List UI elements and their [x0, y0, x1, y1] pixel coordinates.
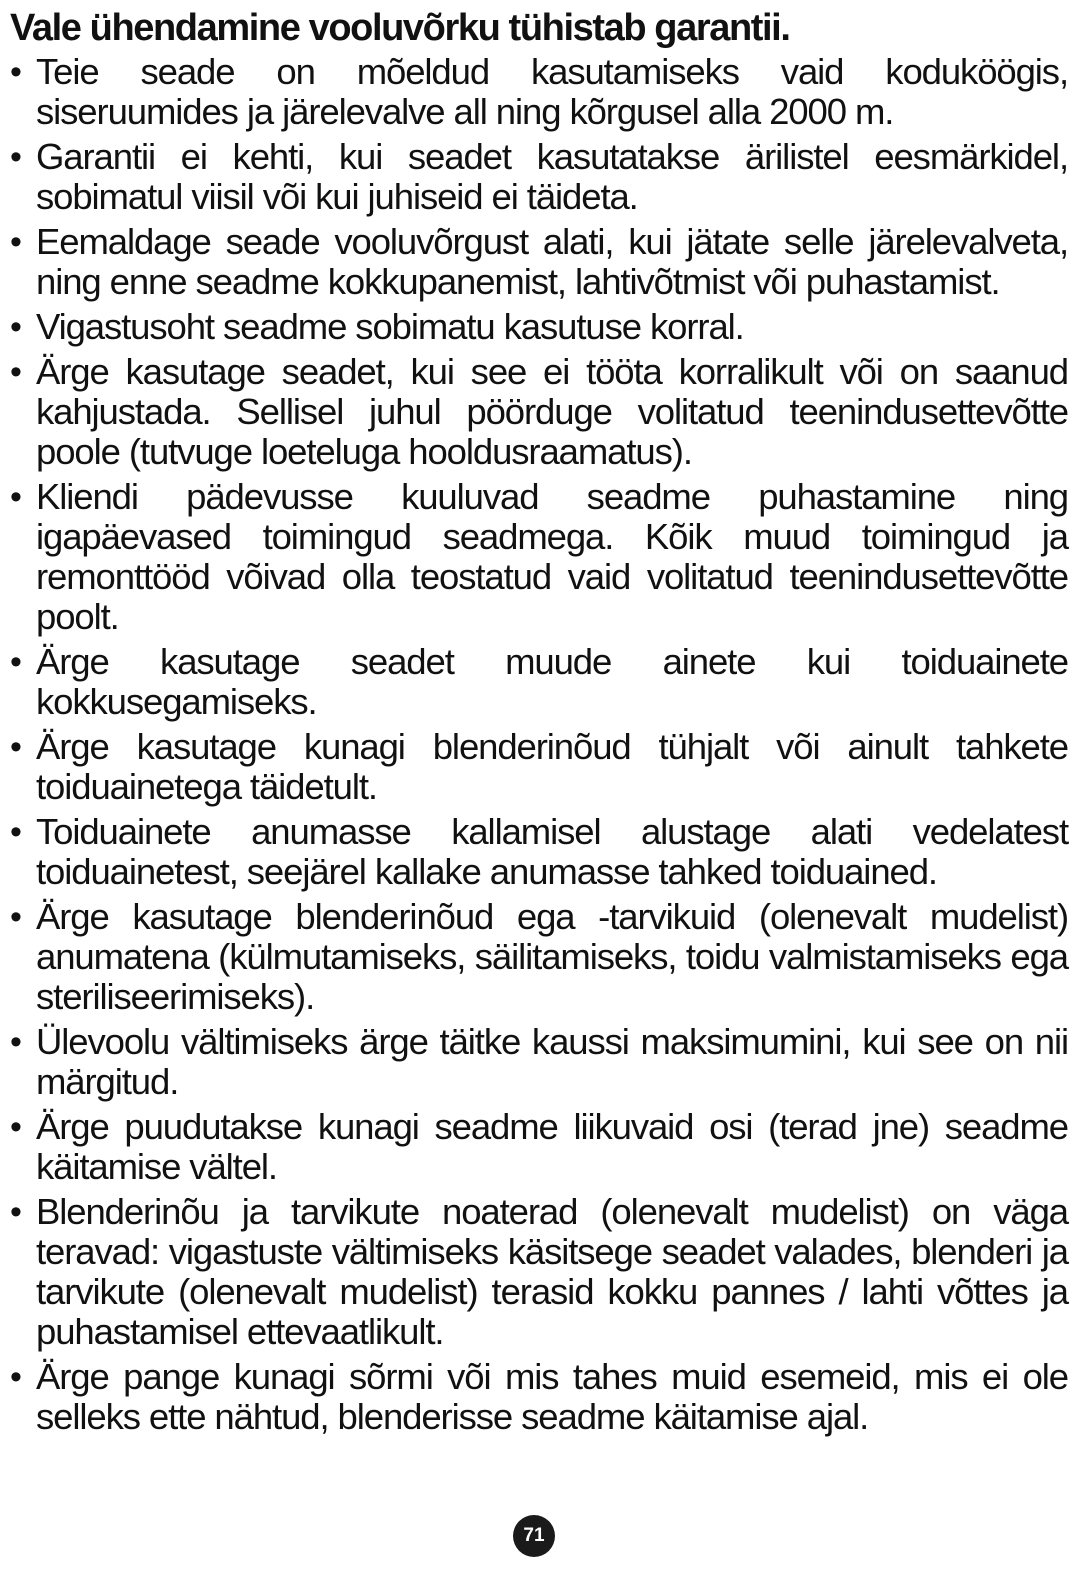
- document-page: [10, 8, 1068, 1442]
- safety-item: [10, 1192, 1068, 1352]
- safety-item-text: Ärge kasutage seadet, kui see ei tööta korralikult või on saanud kahjustada. Sellisel juhul pöörduge volitatud teenindusettevõtte poole (tutvuge loeteluga hooldusraamatus).: [36, 351, 1068, 472]
- safety-instructions-list: [10, 52, 1068, 1437]
- safety-item: [10, 642, 1068, 722]
- bullet-icon: •: [10, 478, 21, 516]
- bullet-icon: •: [10, 223, 21, 261]
- safety-item-text: Kliendi pädevusse kuuluvad seadme puhastamine ning igapäevased toimingud seadmega. Kõik muud toimingud ja remonttööd võivad olla teostatud vaid volitatud teenindusettevõtte poolt.: [36, 476, 1068, 637]
- safety-item: [10, 352, 1068, 472]
- safety-item: [10, 1107, 1068, 1187]
- bullet-icon: •: [10, 1193, 21, 1231]
- safety-item: [10, 812, 1068, 892]
- safety-item-text: Vigastusoht seadme sobimatu kasutuse korral.: [36, 306, 744, 347]
- safety-item-text: Ärge kasutage blenderinõud ega -tarvikuid (olenevalt mudelist) anumatena (külmutamiseks, säilitamiseks, toidu valmistamiseks ega steriliseerimiseks).: [36, 896, 1068, 1017]
- safety-item: [10, 897, 1068, 1017]
- safety-item-text: Teie seade on mõeldud kasutamiseks vaid koduköögis, siseruumides ja järelevalve all ning kõrgusel alla 2000 m.: [36, 51, 1068, 132]
- safety-item: [10, 727, 1068, 807]
- safety-item: [10, 52, 1068, 132]
- safety-item-text: Ülevoolu vältimiseks ärge täitke kaussi maksimumini, kui see on nii märgitud.: [36, 1021, 1068, 1102]
- safety-item: [10, 477, 1068, 637]
- warranty-heading: Vale ühendamine vooluvõrku tühistab garantii.: [10, 7, 790, 49]
- safety-item-text: Garantii ei kehti, kui seadet kasutatakse ärilistel eesmärkidel, sobimatul viisil või kui juhiseid ei täideta.: [36, 136, 1068, 217]
- bullet-icon: •: [10, 353, 21, 391]
- safety-item: [10, 137, 1068, 217]
- safety-item-text: Blenderinõu ja tarvikute noaterad (olenevalt mudelist) on väga teravad: vigastuste vältimiseks käsitsege seadet valades, blenderi ja tarvikute (olenevalt mudelist) terasid kokku pannes / lahti võttes ja puhastamisel ettevaatlikult.: [36, 1191, 1068, 1352]
- safety-item-text: Ärge kasutage kunagi blenderinõud tühjalt või ainult tahkete toiduainetega täidetult.: [36, 726, 1068, 807]
- bullet-icon: •: [10, 728, 21, 766]
- bullet-icon: •: [10, 898, 21, 936]
- bullet-icon: •: [10, 1108, 21, 1146]
- safety-item-text: Ärge puudutakse kunagi seadme liikuvaid osi (terad jne) seadme käitamise vältel.: [36, 1106, 1068, 1187]
- safety-item-text: Ärge kasutage seadet muude ainete kui toiduainete kokkusegamiseks.: [36, 641, 1068, 722]
- bullet-icon: •: [10, 813, 21, 851]
- bullet-icon: •: [10, 643, 21, 681]
- page-number-badge: 71: [513, 1515, 555, 1557]
- safety-item-text: Ärge pange kunagi sõrmi või mis tahes muid esemeid, mis ei ole selleks ette nähtud, blenderisse seadme käitamise ajal.: [36, 1356, 1068, 1437]
- bullet-icon: •: [10, 138, 21, 176]
- safety-item: [10, 222, 1068, 302]
- safety-item: [10, 307, 1068, 347]
- safety-item-text: Eemaldage seade vooluvõrgust alati, kui jätate selle järelevalveta, ning enne seadme kokkupanemist, lahtivõtmist või puhastamist.: [36, 221, 1068, 302]
- safety-item: [10, 1357, 1068, 1437]
- safety-item: [10, 1022, 1068, 1102]
- bullet-icon: •: [10, 53, 21, 91]
- bullet-icon: •: [10, 1023, 21, 1061]
- safety-item-text: Toiduainete anumasse kallamisel alustage alati vedelatest toiduainetest, seejärel kallake anumasse tahked toiduained.: [36, 811, 1068, 892]
- bullet-icon: •: [10, 308, 21, 346]
- bullet-icon: •: [10, 1358, 21, 1396]
